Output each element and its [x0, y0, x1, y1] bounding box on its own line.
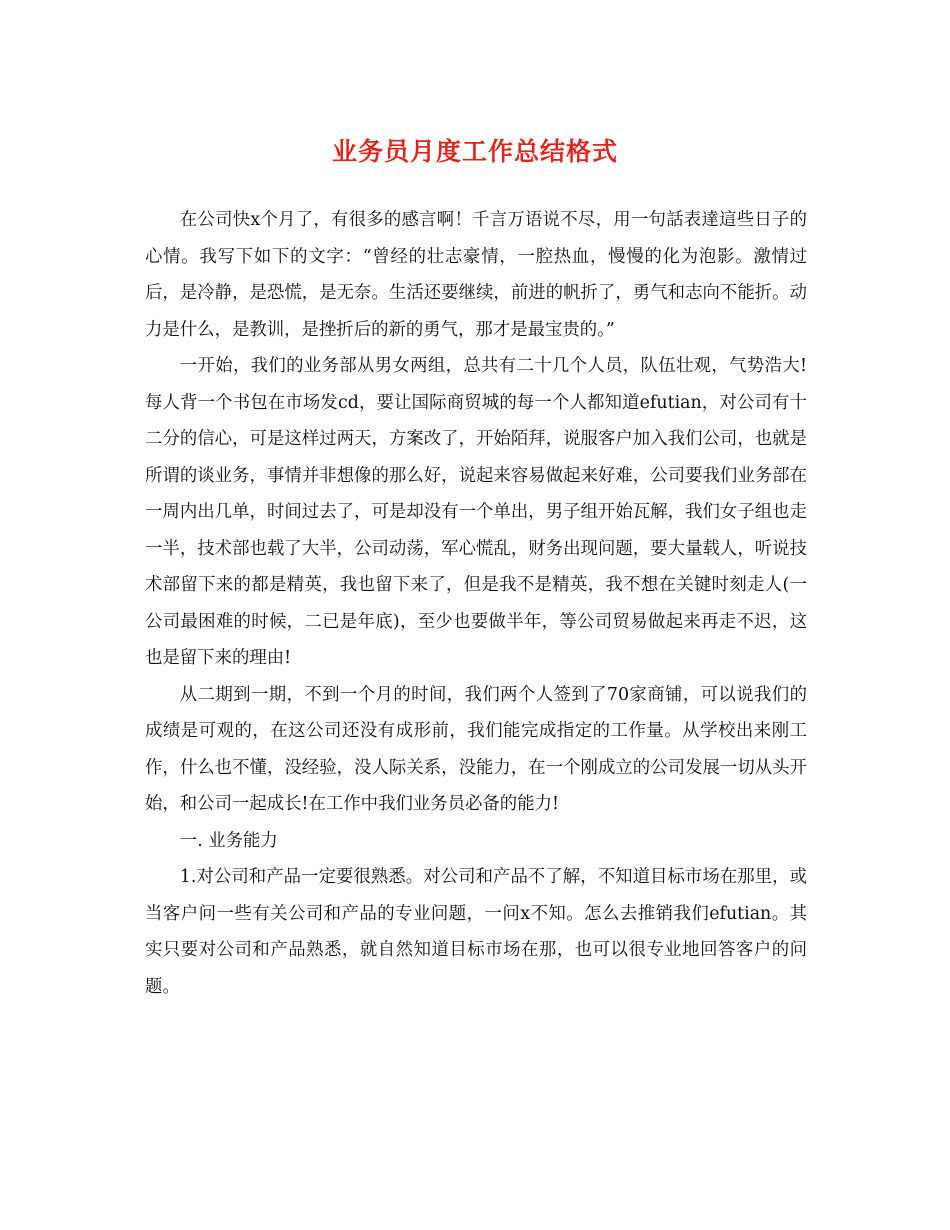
paragraph-beginning: 一开始，我们的业务部从男女两组，总共有二十几个人员，队伍壮观，气势浩大!每人背一个书包在市场发cd，要让国际商贸城的每一个人都知道efutian，对公司有十二分的信心，可是这样过两天，方案改了，开始陌拜，说服客户加入我们公司，也就是所谓的谈业务，事情并非想像的那么好，说起来容易做起来好难，公司要我们业务部在一周内出几单，时间过去了，可是却没有一个单出，男子组开始瓦解，我们女子组也走一半，技术部也载了大半，公司动荡，军心慌乱，财务出现问题，要大量载人，听说技术部留下来的都是精英，我也留下来了，但是我不是精英，我不想在关键时刻走人(一公司最困难的时候，二已是年底)，至少也要做半年，等公司贸易做起来再走不迟，这也是留下来的理由! — [145, 356, 807, 668]
document-body — [145, 202, 807, 1005]
paragraph-results: 从二期到一期，不到一个月的时间，我们两个人签到了70家商铺，可以说我们的成绩是可观的，在这公司还没有成形前，我们能完成指定的工作量。从学校出来刚工作，什么也不懂，没经验，没人际关系，没能力，在一个刚成立的公司发展一切从头开始，和公司一起成长!在工作中我们业务员必备的能力! — [145, 684, 807, 814]
paragraph-intro: 在公司快x个月了，有很多的感言啊！千言万语说不尽，用一句話表達這些日子的心情。我写下如下的文字：“曾经的壮志豪情，一腔热血，慢慢的化为泡影。激情过后，是冷静，是恐慌，是无奈。生活还要继续，前进的帆折了，勇气和志向不能折。动力是什么，是教训，是挫折后的新的勇气，那才是最宝贵的。” — [145, 210, 807, 340]
paragraph-know-product: 1.对公司和产品一定要很熟悉。对公司和产品不了解，不知道目标市场在那里，或当客户问一些有关公司和产品的专业问题，一问x不知。怎么去推销我们efutian。其实只要对公司和产品熟悉，就自然知道目标市场在那，也可以很专业地回答客户的问题。 — [145, 867, 807, 997]
section-heading-business-ability: 一. 业务能力 — [179, 830, 278, 851]
document-title: 业务员月度工作总结格式 — [331, 137, 618, 166]
